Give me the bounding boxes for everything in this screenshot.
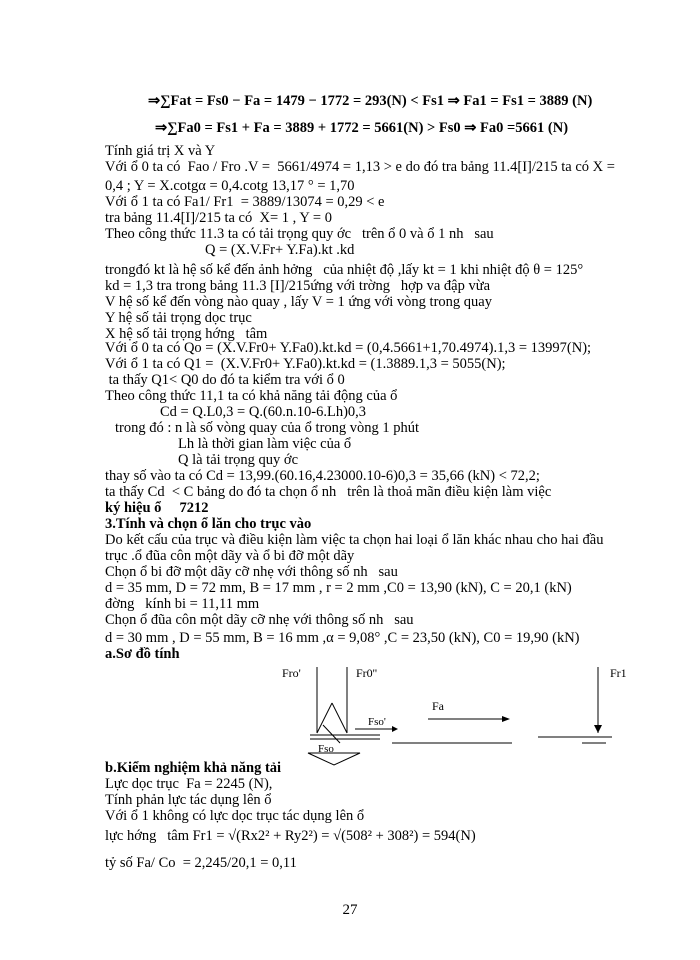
text-line: Chọn ổ đũa côn một dãy cỡ nhẹ với thông số nh sau — [105, 612, 414, 628]
text-line: Cd = Q.L0,3 = Q.(60.n.10-6.Lh)0,3 — [160, 404, 367, 420]
text-line: d = 30 mm , D = 55 mm, B = 16 mm ,α = 9,08° ,C = 23,50 (kN), C0 = 19,90 (kN) — [105, 630, 580, 646]
equation-line-1: ⇒∑Fat = Fs0 − Fa = 1479 − 1772 = 293(N) < Fs1 ⇒ Fa1 = Fs1 = 3889 (N) — [148, 93, 593, 109]
force-diagram — [280, 655, 640, 770]
text-line: Với ổ 0 ta có Qo = (X.V.Fr0+ Y.Fa0).kt.kd = (0,4.5661+1,70.4974).1,3 = 13997(N); — [105, 340, 592, 356]
text-line: Q = (X.V.Fr+ Y.Fa).kt .kd — [205, 242, 355, 258]
equation-line-2: ⇒∑Fa0 = Fs1 + Fa = 3889 + 1772 = 5661(N) > Fs0 ⇒ Fa0 =5661 (N) — [155, 120, 569, 136]
text-line: tỷ số Fa/ Co = 2,245/20,1 = 0,11 — [105, 855, 297, 871]
text-line: Lh là thời gian làm việc của ổ — [178, 436, 352, 452]
text-line: Tính phản lực tác dụng lên ổ — [105, 792, 272, 808]
text-line: trong đó : n là số vòng quay của ổ trong vòng 1 phút — [115, 420, 420, 436]
section-heading: b.Kiểm nghiệm khả năng tải — [105, 760, 282, 776]
text-line: Với ổ 0 ta có Fao / Fro .V = 5661/4974 = 1,13 > e do đó tra bảng 11.4[I]/215 ta có X = — [105, 159, 615, 175]
text-line: Theo công thức 11,1 ta có khả năng tải động của ổ — [105, 388, 398, 404]
text-line: đờng kính bi = 11,11 mm — [105, 596, 260, 612]
text-line: Tính giá trị X và Y — [105, 143, 216, 159]
text-line: Với ổ 1 ta có Fa1/ Fr1 = 3889/13074 = 0,29 < e — [105, 194, 385, 210]
text-line: Chọn ổ bi đỡ một dãy cỡ nhẹ với thông số nh sau — [105, 564, 398, 580]
arrowhead-fa — [502, 716, 510, 722]
text-line: kd = 1,3 tra trong bảng 11.3 [I]/215ứng với trờng hợp va đập vừa — [105, 278, 491, 294]
text-line: ta thấy Q1< Q0 do đó ta kiểm tra với ổ 0 — [105, 372, 345, 388]
text-line: Theo công thức 11.3 ta có tải trọng quy ớc trên ổ 0 và ổ 1 nh sau — [105, 226, 494, 242]
text-line: trongđó kt là hệ số kể đến ảnh hởng của nhiệt độ ,lấy kt = 1 khi nhiệt độ θ = 125° — [105, 262, 584, 278]
text-line: ký hiệu ổ 7212 — [105, 500, 209, 516]
text-line: Với ổ 1 ta có Q1 = (X.V.Fr0+ Y.Fa0).kt.kd = (1.3889.1,3 = 5055(N); — [105, 356, 506, 372]
label-fs0: Fso — [318, 743, 334, 755]
label-fa: Fa — [432, 699, 444, 713]
bearing-line — [332, 703, 347, 733]
text-line: ta thấy Cd < C bảng do đó ta chọn ổ nh trên là thoả mãn điều kiện làm việc — [105, 484, 552, 500]
text-line: X hệ số tải trọng hớng tâm — [105, 326, 268, 342]
bearing-line — [317, 703, 332, 733]
text-line: lực hớng tâm Fr1 = √(Rx2² + Ry2²) = √(508² + 308²) = 594(N) — [105, 828, 476, 844]
text-line: Lực dọc trục Fa = 2245 (N), — [105, 776, 273, 792]
arrowhead-fr1 — [594, 725, 602, 733]
text-line: V hệ số kể đến vòng nào quay , lấy V = 1 ứng với vòng trong quay — [105, 294, 492, 310]
label-fso: Fso' — [368, 716, 386, 728]
text-line: d = 35 mm, D = 72 mm, B = 17 mm , r = 2 mm ,C0 = 13,90 (kN), C = 20,1 (kN) — [105, 580, 572, 596]
text-line: Y hệ số tải trọng dọc trục — [105, 310, 252, 326]
label-fr0: Fr0'' — [356, 666, 377, 680]
section-heading: 3.Tính và chọn ổ lăn cho trục vào — [105, 516, 312, 532]
text-line: Do kết cấu của trục và điều kiện làm việc ta chọn hai loại ổ lăn khác nhau cho hai đầu — [105, 532, 604, 548]
text-line: Với ổ 1 không có lực dọc trục tác dụng lên ổ — [105, 808, 365, 824]
section-heading: a.Sơ đồ tính — [105, 646, 180, 662]
text-line: Q là tải trọng quy ớc — [178, 452, 299, 468]
arrowhead-fso — [392, 726, 398, 732]
text-line: 0,4 ; Y = X.cotgα = 0,4.cotg 13,17 ° = 1,70 — [105, 178, 355, 194]
text-line: thay số vào ta có Cd = 13,99.(60.16,4.23000.10-6)0,3 = 35,66 (kN) < 72,2; — [105, 468, 540, 484]
text-line: tra bảng 11.4[I]/215 ta có X= 1 , Y = 0 — [105, 210, 332, 226]
bearing-line — [323, 725, 340, 743]
label-fr1: Fr1 — [610, 666, 627, 680]
page-number: 27 — [342, 902, 358, 918]
label-fro: Fro' — [282, 666, 301, 680]
text-line: trục .ổ đũa côn một dãy và ổ bi đỡ một dãy — [105, 548, 355, 564]
support-triangle — [308, 753, 360, 765]
